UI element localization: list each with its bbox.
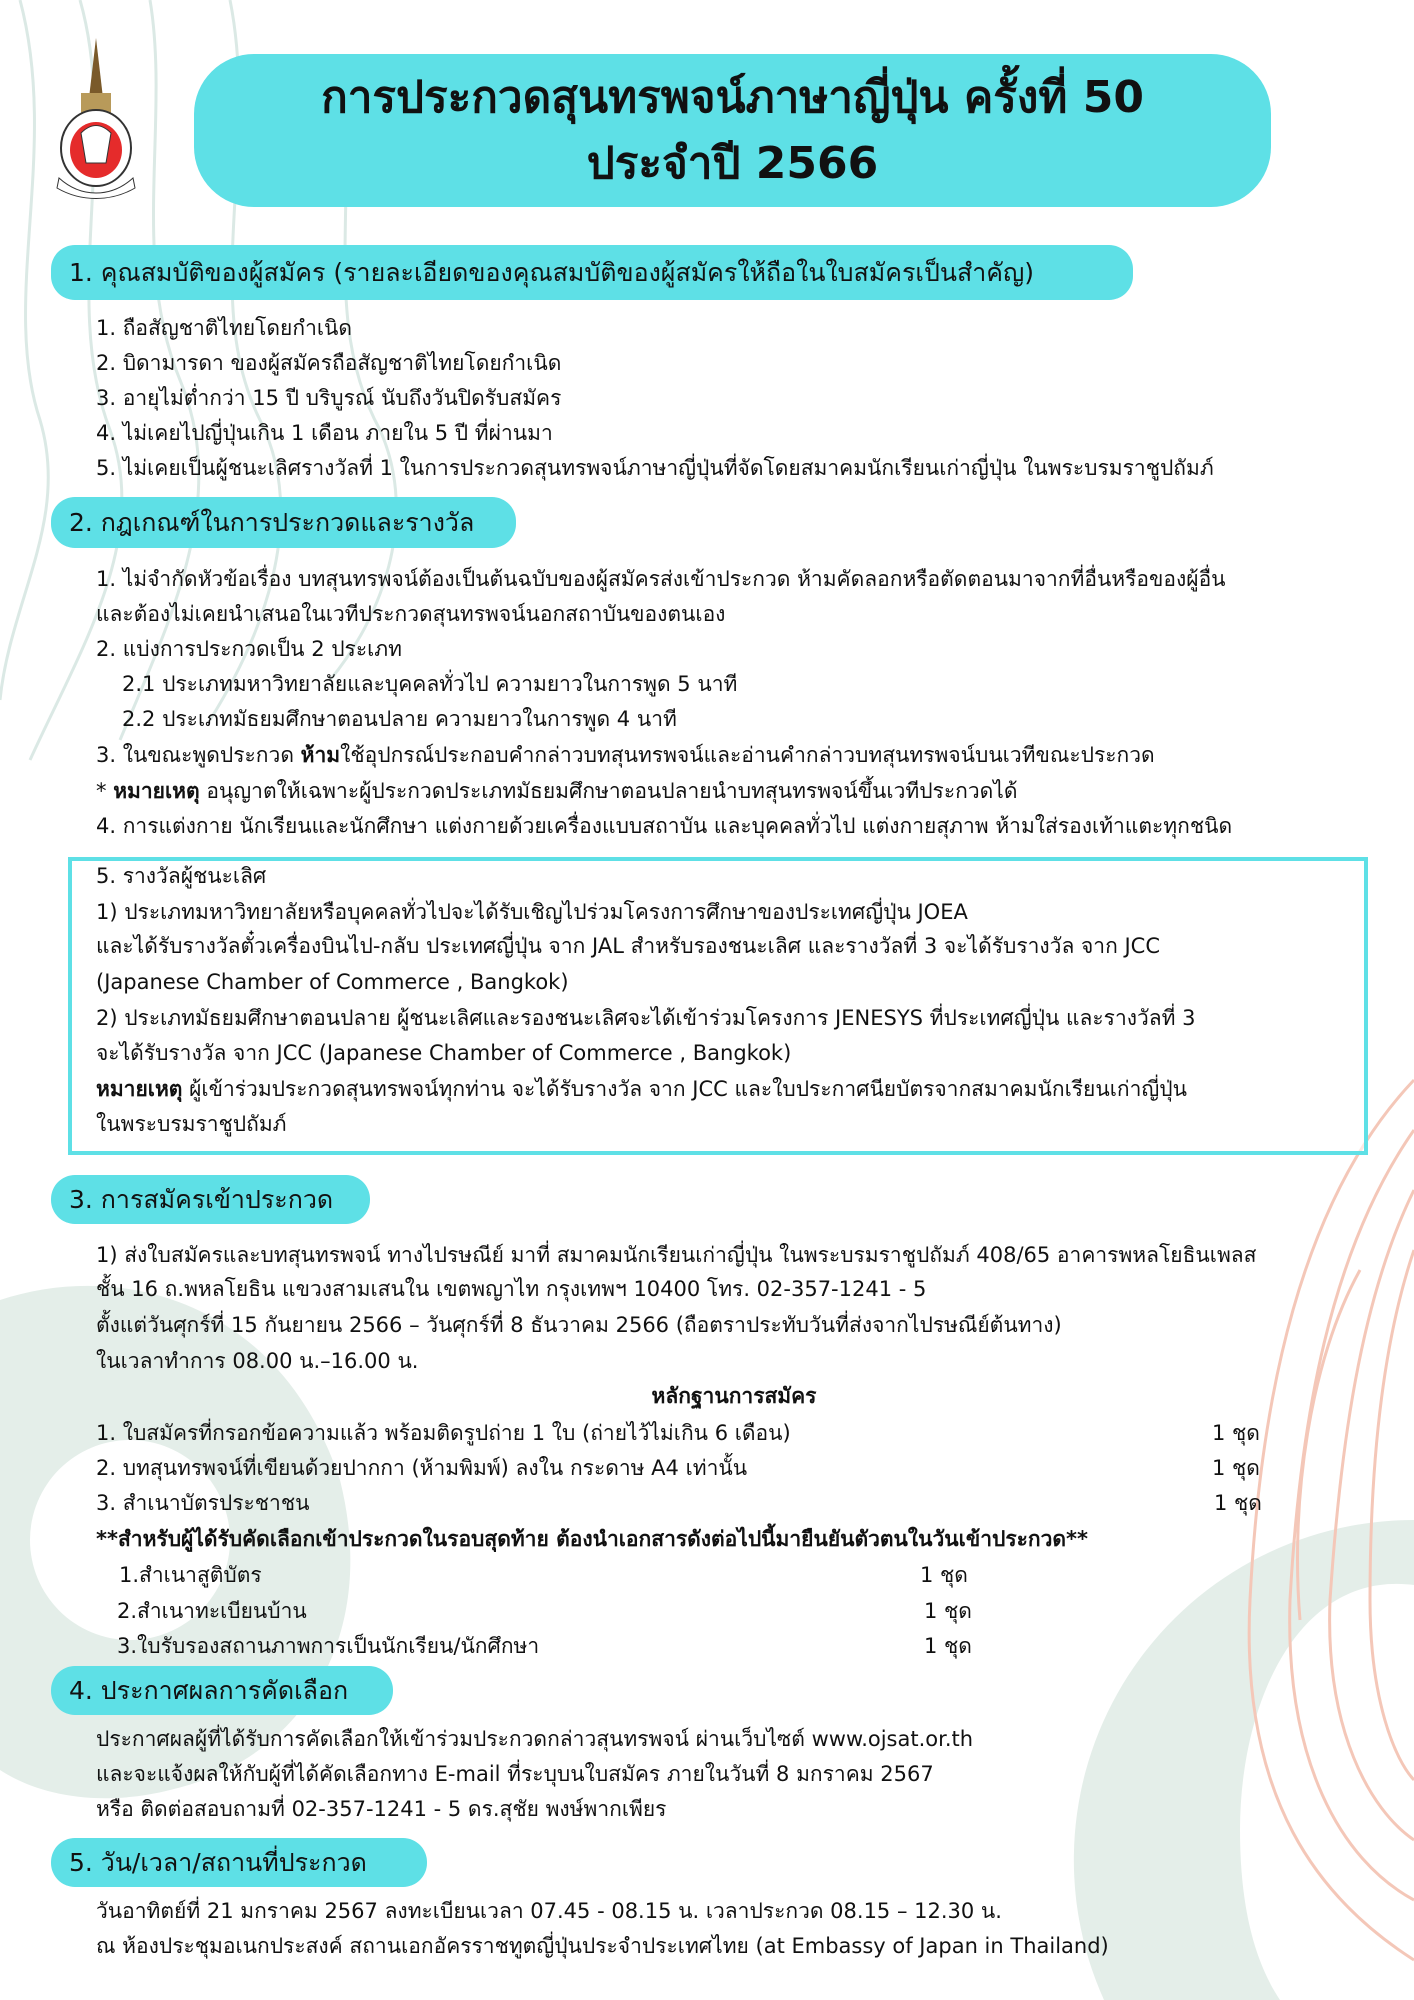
event-line: ณ ห้องประชุมอเนกประสงค์ สถานเอกอัครราชทูตญี่ปุ่นประจำประเทศไทย (at Embassy of Japan in Thailand): [96, 1934, 1109, 1958]
qualification-item: 5. ไม่เคยเป็นผู้ชนะเลิศรางวัลที่ 1 ในการประกวดสุนทรพจน์ภาษาญี่ปุ่นที่จัดโดยสมาคมนักเรียนเก่าญี่ปุ่น ในพระบรมราชูปถัมภ์: [96, 456, 1214, 480]
note-bold: หมายเหตุ: [113, 779, 200, 803]
final-doc-item: 2.สำเนาทะเบียนบ้าน: [117, 1599, 307, 1623]
application-line: ในเวลาทำการ 08.00 น.–16.00 น.: [96, 1349, 419, 1373]
prize-note-bold: หมายเหตุ: [96, 1077, 183, 1101]
final-doc-qty: 1 ชุด: [920, 1563, 968, 1587]
document-qty: 1 ชุด: [1212, 1421, 1260, 1445]
rule-3-post: ใช้อุปกรณ์ประกอบคำกล่าวบทสุนทรพจน์และอ่านคำกล่าวบทสุนทรพจน์บนเวทีขณะประกวด: [340, 743, 1155, 767]
note-pre: *: [96, 779, 114, 803]
final-doc-qty: 1 ชุด: [924, 1599, 972, 1623]
association-logo: [51, 38, 141, 204]
prize-note: [96, 1079, 1187, 1100]
document-item: 2. บทสุนทรพจน์ที่เขียนด้วยปากกา (ห้ามพิมพ์) ลงใน กระดาษ A4 เท่านั้น: [96, 1456, 748, 1480]
qualification-item: 2. บิดามารดา ของผู้สมัครถือสัญชาติไทยโดยกำเนิด: [96, 351, 562, 375]
qualification-item: 3. อายุไม่ต่ำกว่า 15 ปี บริบูรณ์ นับถึงวันปิดรับสมัคร: [96, 386, 562, 410]
section2-header: 2. กฎเกณฑ์ในการประกวดและรางวัล: [51, 497, 516, 548]
result-line: และจะแจ้งผลให้กับผู้ที่ได้คัดเลือกทาง E-mail ที่ระบุบนใบสมัคร ภายในวันที่ 8 มกราคม 2567: [96, 1762, 934, 1786]
section5-header: 5. วัน/เวลา/สถานที่ประกวด: [51, 1838, 427, 1887]
prize-line: (Japanese Chamber of Commerce , Bangkok): [96, 970, 569, 994]
document-qty: 1 ชุด: [1212, 1456, 1260, 1480]
document-item: 3. สำเนาบัตรประชาชน: [96, 1491, 310, 1515]
final-doc-item: 1.สำเนาสูติบัตร: [119, 1563, 262, 1587]
document-qty: 1 ชุด: [1214, 1491, 1262, 1515]
prize-note-text: ผู้เข้าร่วมประกวดสุนทรพจน์ทุกท่าน จะได้รับรางวัล จาก JCC และใบประกาศนียบัตรจากสมาคมนักเรียนเก่าญี่ปุ่น: [182, 1077, 1187, 1101]
association-emblem-icon: [51, 38, 141, 204]
application-line: ตั้งแต่วันศุกร์ที่ 15 กันยายน 2566 – วันศุกร์ที่ 8 ธันวาคม 2566 (ถือตราประทับวันที่ส่งจากไปรษณีย์ต้นทาง): [96, 1313, 1062, 1337]
section4-header: 4. ประกาศผลการคัดเลือก: [51, 1666, 393, 1715]
title-line-1: การประกวดสุนทรพจน์ภาษาญี่ปุ่น ครั้งที่ 50: [321, 71, 1144, 123]
note-post: อนุญาตให้เฉพาะผู้ประกวดประเภทมัธยมศึกษาตอนปลายนำบทสุนทรพจน์ขึ้นเวทีประกวดได้: [199, 779, 1018, 803]
rule-note: [96, 781, 1017, 802]
rule-3-pre: 3. ในขณะพูดประกวด: [96, 743, 301, 767]
page-title: [194, 54, 1271, 207]
prize-line: 2) ประเภทมัธยมศึกษาตอนปลาย ผู้ชนะเลิศและรองชนะเลิศจะได้เข้าร่วมโครงการ JENESYS ที่ประเทศญี่ปุ่น และรางวัลที่ 3: [96, 1006, 1196, 1030]
title-line-2: ประจำปี 2566: [586, 137, 879, 189]
prize-line: 1) ประเภทมหาวิทยาลัยหรือบุคคลทั่วไปจะได้รับเชิญไปร่วมโครงการศึกษาของประเทศญี่ปุ่น JOEA: [96, 900, 968, 924]
prize-line: และได้รับรางวัลตั๋วเครื่องบินไป-กลับ ประเทศญี่ปุ่น จาก JAL สำหรับรองชนะเลิศ และรางวัลที่ 3 จะได้รับรางวัล จาก JCC: [96, 934, 1160, 958]
final-doc-qty: 1 ชุด: [924, 1634, 972, 1658]
rule-3: [96, 745, 1155, 766]
rule-line: 2.2 ประเภทมัธยมศึกษาตอนปลาย ความยาวในการพูด 4 นาที: [122, 707, 677, 731]
section1-header: 1. คุณสมบัติของผู้สมัคร (รายละเอียดของคุณสมบัติของผู้สมัครให้ถือในใบสมัครเป็นสำคัญ): [51, 245, 1133, 300]
application-line: ชั้น 16 ถ.พหลโยธิน แขวงสามเสนใน เขตพญาไท กรุงเทพฯ 10400 โทร. 02-357-1241 - 5: [96, 1277, 927, 1301]
result-line: หรือ ติดต่อสอบถามที่ 02-357-1241 - 5 ดร.สุชัย พงษ์พากเพียร: [96, 1797, 667, 1821]
qualification-item: 4. ไม่เคยไปญี่ปุ่นเกิน 1 เดือน ภายใน 5 ปี ที่ผ่านมา: [96, 421, 553, 445]
rule-line: 2. แบ่งการประกวดเป็น 2 ประเภท: [96, 637, 402, 661]
rule-4: 4. การแต่งกาย นักเรียนและนักศึกษา แต่งกายด้วยเครื่องแบบสถาบัน และบุคคลทั่วไป แต่งกายสุภาพ ห้ามใส่รองเท้าแตะทุกชนิด: [96, 814, 1233, 838]
section3-header: 3. การสมัครเข้าประกวด: [51, 1175, 370, 1224]
rule-line: 1. ไม่จำกัดหัวข้อเรื่อง บทสุนทรพจน์ต้องเป็นต้นฉบับของผู้สมัครส่งเข้าประกวด ห้ามคัดลอกหรือตัดตอนมาจากที่อื่นหรือของผู้อื่น: [96, 567, 1226, 591]
rule-3-bold: ห้าม: [300, 743, 341, 767]
result-line: ประกาศผลผู้ที่ได้รับการคัดเลือกให้เข้าร่วมประกวดกล่าวสุนทรพจน์ ผ่านเว็บไซต์ www.ojsat.or.th: [96, 1727, 974, 1751]
document-item: 1. ใบสมัครที่กรอกข้อความแล้ว พร้อมติดรูปถ่าย 1 ใบ (ถ่ายไว้ไม่เกิน 6 เดือน): [96, 1421, 791, 1445]
qualification-item: 1. ถือสัญชาติไทยโดยกำเนิด: [96, 316, 353, 340]
final-round-note: **สำหรับผู้ได้รับคัดเลือกเข้าประกวดในรอบสุดท้าย ต้องนำเอกสารดังต่อไปนี้มายืนยันตัวตนในวันเข้าประกวด**: [96, 1527, 1088, 1551]
event-line: วันอาทิตย์ที่ 21 มกราคม 2567 ลงทะเบียนเวลา 07.45 - 08.15 น. เวลาประกวด 08.15 – 12.30 น.: [96, 1899, 1002, 1923]
final-doc-item: 3.ใบรับรองสถานภาพการเป็นนักเรียน/นักศึกษา: [117, 1634, 540, 1658]
prize-line: 5. รางวัลผู้ชนะเลิศ: [96, 864, 267, 888]
prize-note-cont: ในพระบรมราชูปถัมภ์: [96, 1112, 287, 1136]
prize-line: จะได้รับรางวัล จาก JCC (Japanese Chamber of Commerce , Bangkok): [96, 1041, 792, 1065]
documents-heading: หลักฐานการสมัคร: [651, 1384, 817, 1408]
rule-line: 2.1 ประเภทมหาวิทยาลัยและบุคคลทั่วไป ความยาวในการพูด 5 นาที: [122, 672, 738, 696]
application-line: 1) ส่งใบสมัครและบทสุนทรพจน์ ทางไปรษณีย์ มาที่ สมาคมนักเรียนเก่าญี่ปุ่น ในพระบรมราชูปถัมภ์ 408/65 อาคารพหลโยธินเพลส: [96, 1243, 1257, 1267]
rule-line: และต้องไม่เคยนำเสนอในเวทีประกวดสุนทรพจน์นอกสถาบันของตนเอง: [96, 602, 726, 626]
